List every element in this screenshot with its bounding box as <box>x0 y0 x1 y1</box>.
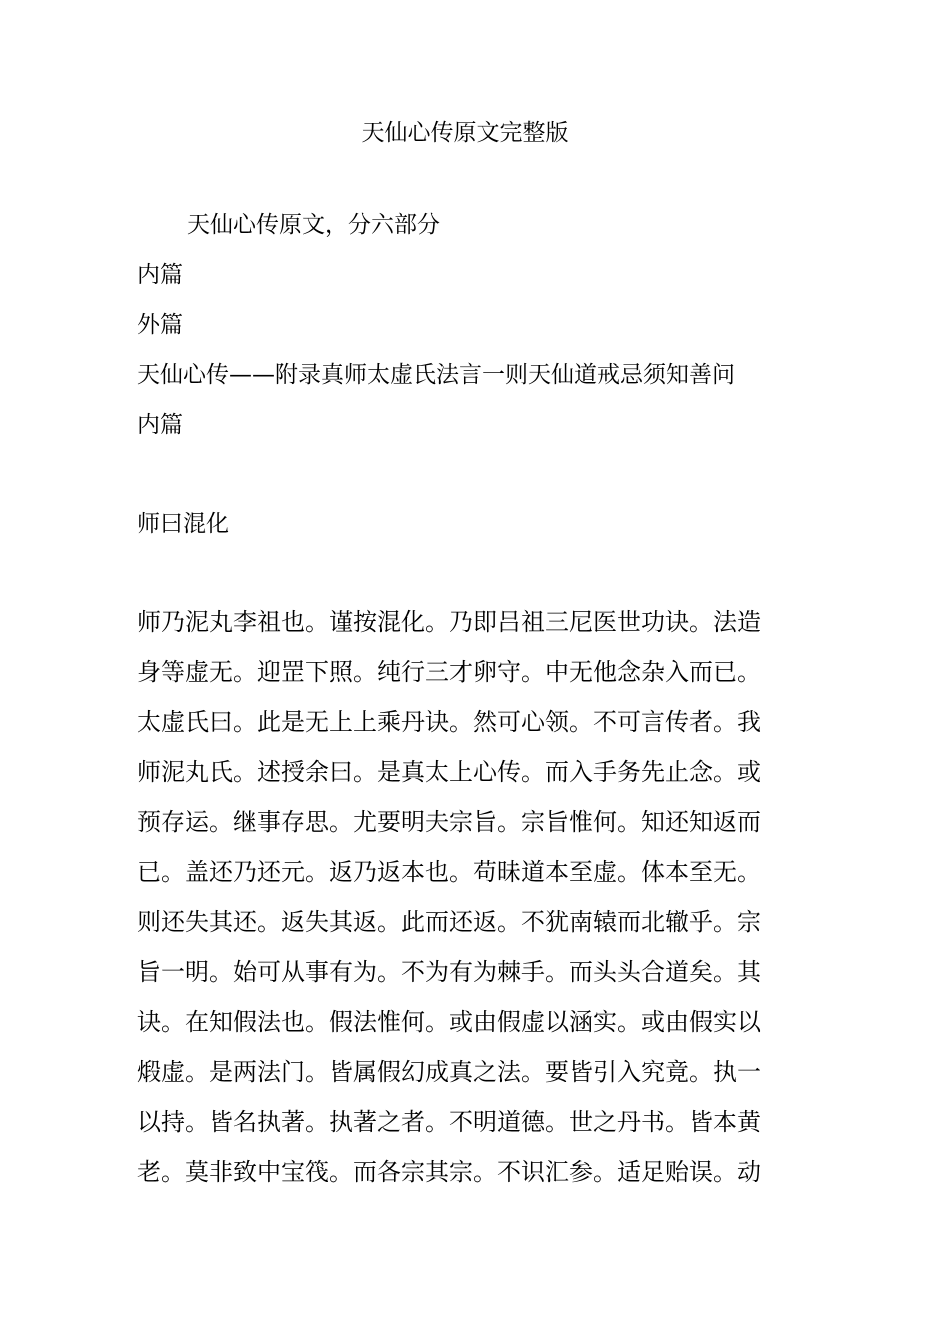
body-text-line: 以持。皆名执著。执著之者。不明道德。世之丹书。皆本黄 <box>137 1108 761 1136</box>
body-text-line: 旨一明。始可从事有为。不为有为棘手。而头头合道矣。其 <box>137 958 761 986</box>
body-text-line: 预存运。继事存思。尤要明夫宗旨。宗旨惟何。知还知返而 <box>137 808 761 836</box>
section-heading: 师曰混化 <box>137 511 229 537</box>
body-text-line: 身等虚无。迎罡下照。纯行三才卵守。中无他念杂入而已。 <box>137 658 761 686</box>
body-text-line: 诀。在知假法也。假法惟何。或由假虚以涵实。或由假实以 <box>137 1008 761 1036</box>
body-text-line: 已。盖还乃还元。返乃返本也。苟昧道本至虚。体本至无。 <box>137 858 761 886</box>
body-text-line: 则还失其还。返失其返。此而还返。不犹南辕而北辙乎。宗 <box>137 908 761 936</box>
toc-item-outer-chapter: 外篇 <box>137 312 183 338</box>
document-title: 天仙心传原文完整版 <box>361 120 569 146</box>
document-subtitle: 天仙心传原文，分六部分 <box>187 212 440 238</box>
toc-item-inner-chapter: 内篇 <box>137 262 183 288</box>
body-text-line: 师乃泥丸李祖也。谨按混化。乃即吕祖三尼医世功诀。法造 <box>137 608 761 636</box>
body-text-line: 煅虚。是两法门。皆属假幻成真之法。要皆引入究竟。执一 <box>137 1058 761 1086</box>
toc-item-inner-chapter-heading: 内篇 <box>137 412 183 438</box>
body-text-line: 老。莫非致中宝筏。而各宗其宗。不识汇参。适足贻误。动 <box>137 1158 761 1186</box>
body-text-line: 师泥丸氏。述授余曰。是真太上心传。而入手务先止念。或 <box>137 758 761 786</box>
body-text-line: 太虚氏曰。此是无上上乘丹诀。然可心领。不可言传者。我 <box>137 708 761 736</box>
toc-item-appendix: 天仙心传——附录真师太虚氏法言一则天仙道戒忌须知善问 <box>137 362 735 388</box>
